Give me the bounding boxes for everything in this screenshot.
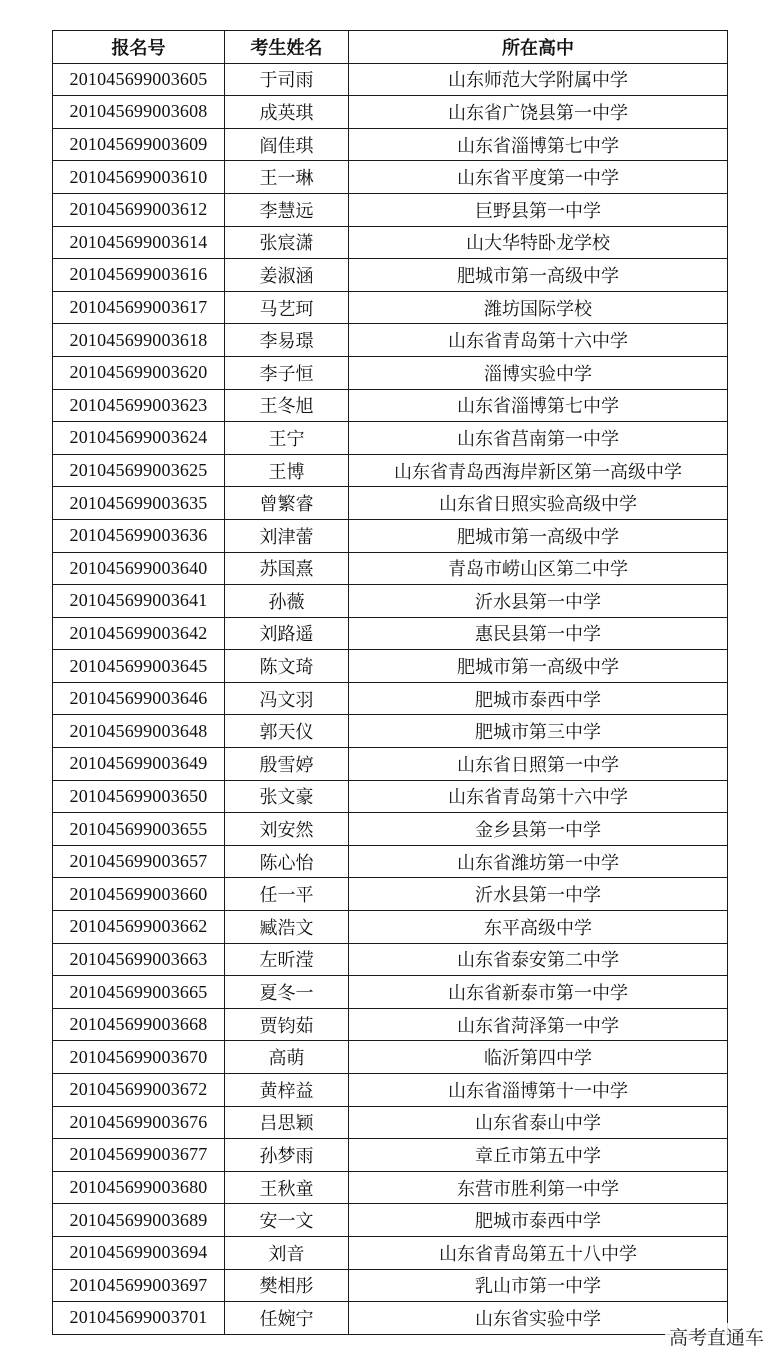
high-school-cell: 乳山市第一中学	[349, 1269, 728, 1302]
student-name-cell: 殷雪婷	[225, 748, 349, 781]
registration-number-cell: 201045699003608	[53, 96, 225, 129]
student-name-cell: 安一文	[225, 1204, 349, 1237]
table-row	[53, 63, 728, 96]
registration-number-cell: 201045699003645	[53, 650, 225, 683]
table-row	[53, 422, 728, 455]
table-row	[53, 1236, 728, 1269]
registration-number-cell: 201045699003616	[53, 259, 225, 292]
high-school-cell: 山东省潍坊第一中学	[349, 845, 728, 878]
table-header	[53, 31, 728, 64]
registration-number-cell: 201045699003605	[53, 63, 225, 96]
student-name-cell: 刘安然	[225, 813, 349, 846]
student-name-cell: 王博	[225, 454, 349, 487]
registration-number-cell: 201045699003663	[53, 943, 225, 976]
registration-number-cell: 201045699003624	[53, 422, 225, 455]
student-name-cell: 任婉宁	[225, 1302, 349, 1335]
registration-number-cell: 201045699003620	[53, 356, 225, 389]
student-name-cell: 苏国熹	[225, 552, 349, 585]
high-school-cell: 肥城市第一高级中学	[349, 650, 728, 683]
registration-number-cell: 201045699003689	[53, 1204, 225, 1237]
registration-number-cell: 201045699003636	[53, 519, 225, 552]
high-school-cell: 山东省青岛第十六中学	[349, 324, 728, 357]
student-name-cell: 姜淑涵	[225, 259, 349, 292]
table-row	[53, 259, 728, 292]
high-school-cell: 山东省实验中学	[349, 1302, 728, 1335]
table-row	[53, 356, 728, 389]
student-name-cell: 孙梦雨	[225, 1139, 349, 1172]
high-school-cell: 东营市胜利第一中学	[349, 1171, 728, 1204]
registration-number-cell: 201045699003642	[53, 617, 225, 650]
registration-number-cell: 201045699003623	[53, 389, 225, 422]
high-school-cell: 山东师范大学附属中学	[349, 63, 728, 96]
table-row	[53, 780, 728, 813]
table-row	[53, 943, 728, 976]
high-school-cell: 山东省日照第一中学	[349, 748, 728, 781]
registration-number-cell: 201045699003680	[53, 1171, 225, 1204]
registration-number-cell: 201045699003612	[53, 193, 225, 226]
table-row	[53, 1204, 728, 1237]
registration-number-cell: 201045699003610	[53, 161, 225, 194]
registration-number-cell: 201045699003635	[53, 487, 225, 520]
student-name-cell: 左昕滢	[225, 943, 349, 976]
student-name-cell: 张文豪	[225, 780, 349, 813]
high-school-cell: 金乡县第一中学	[349, 813, 728, 846]
table-row	[53, 878, 728, 911]
registration-number-cell: 201045699003697	[53, 1269, 225, 1302]
registration-number-cell: 201045699003648	[53, 715, 225, 748]
registration-number-cell: 201045699003609	[53, 128, 225, 161]
student-name-cell: 高萌	[225, 1041, 349, 1074]
registration-number-cell: 201045699003676	[53, 1106, 225, 1139]
high-school-cell: 山东省淄博第七中学	[349, 128, 728, 161]
registration-number-cell: 201045699003660	[53, 878, 225, 911]
high-school-cell: 巨野县第一中学	[349, 193, 728, 226]
high-school-cell: 肥城市第三中学	[349, 715, 728, 748]
student-name-cell: 刘音	[225, 1236, 349, 1269]
student-name-cell: 李慧远	[225, 193, 349, 226]
admission-roster-table	[52, 30, 728, 1335]
header-student-name: 考生姓名	[225, 31, 349, 64]
table-row	[53, 324, 728, 357]
registration-number-cell: 201045699003694	[53, 1236, 225, 1269]
registration-number-cell: 201045699003668	[53, 1008, 225, 1041]
registration-number-cell: 201045699003670	[53, 1041, 225, 1074]
registration-number-cell: 201045699003646	[53, 682, 225, 715]
student-name-cell: 冯文羽	[225, 682, 349, 715]
student-name-cell: 郭天仪	[225, 715, 349, 748]
table-row	[53, 617, 728, 650]
registration-number-cell: 201045699003665	[53, 976, 225, 1009]
student-name-cell: 任一平	[225, 878, 349, 911]
registration-number-cell: 201045699003650	[53, 780, 225, 813]
high-school-cell: 山东省青岛第五十八中学	[349, 1236, 728, 1269]
registration-number-cell: 201045699003618	[53, 324, 225, 357]
student-name-cell: 曾繁睿	[225, 487, 349, 520]
high-school-cell: 山东省菏泽第一中学	[349, 1008, 728, 1041]
registration-number-cell: 201045699003625	[53, 454, 225, 487]
student-name-cell: 贾钧茹	[225, 1008, 349, 1041]
table-row	[53, 226, 728, 259]
table-row	[53, 1008, 728, 1041]
registration-number-cell: 201045699003640	[53, 552, 225, 585]
table-row	[53, 845, 728, 878]
header-row	[53, 31, 728, 64]
student-name-cell: 孙薇	[225, 585, 349, 618]
high-school-cell: 沂水县第一中学	[349, 878, 728, 911]
table-row	[53, 715, 728, 748]
student-name-cell: 王一琳	[225, 161, 349, 194]
student-name-cell: 陈心怡	[225, 845, 349, 878]
student-name-cell: 于司雨	[225, 63, 349, 96]
table-row	[53, 748, 728, 781]
high-school-cell: 山东省泰安第二中学	[349, 943, 728, 976]
registration-number-cell: 201045699003617	[53, 291, 225, 324]
student-name-cell: 王宁	[225, 422, 349, 455]
student-name-cell: 马艺珂	[225, 291, 349, 324]
student-name-cell: 刘津蕾	[225, 519, 349, 552]
high-school-cell: 肥城市泰西中学	[349, 682, 728, 715]
table-row	[53, 1139, 728, 1172]
table-row	[53, 1269, 728, 1302]
table-row	[53, 291, 728, 324]
registration-number-cell: 201045699003657	[53, 845, 225, 878]
high-school-cell: 山东省日照实验高级中学	[349, 487, 728, 520]
student-name-cell: 李易璟	[225, 324, 349, 357]
registration-number-cell: 201045699003677	[53, 1139, 225, 1172]
table-row	[53, 682, 728, 715]
high-school-cell: 东平高级中学	[349, 911, 728, 944]
table-row	[53, 487, 728, 520]
student-name-cell: 阎佳琪	[225, 128, 349, 161]
table-row	[53, 1171, 728, 1204]
header-registration-number: 报名号	[53, 31, 225, 64]
high-school-cell: 山东省泰山中学	[349, 1106, 728, 1139]
table-body	[53, 63, 728, 1334]
table-row	[53, 911, 728, 944]
table-row	[53, 585, 728, 618]
student-name-cell: 夏冬一	[225, 976, 349, 1009]
registration-number-cell: 201045699003672	[53, 1074, 225, 1107]
high-school-cell: 山东省青岛西海岸新区第一高级中学	[349, 454, 728, 487]
table-row	[53, 96, 728, 129]
student-name-cell: 陈文琦	[225, 650, 349, 683]
table-row	[53, 1106, 728, 1139]
student-name-cell: 樊相彤	[225, 1269, 349, 1302]
high-school-cell: 山大华特卧龙学校	[349, 226, 728, 259]
high-school-cell: 沂水县第一中学	[349, 585, 728, 618]
high-school-cell: 山东省淄博第十一中学	[349, 1074, 728, 1107]
high-school-cell: 肥城市第一高级中学	[349, 259, 728, 292]
table-row	[53, 1041, 728, 1074]
table-row	[53, 650, 728, 683]
table-row	[53, 552, 728, 585]
high-school-cell: 青岛市崂山区第二中学	[349, 552, 728, 585]
table-row	[53, 454, 728, 487]
registration-number-cell: 201045699003649	[53, 748, 225, 781]
student-name-cell: 臧浩文	[225, 911, 349, 944]
high-school-cell: 淄博实验中学	[349, 356, 728, 389]
student-name-cell: 刘路遥	[225, 617, 349, 650]
registration-number-cell: 201045699003614	[53, 226, 225, 259]
high-school-cell: 肥城市泰西中学	[349, 1204, 728, 1237]
student-name-cell: 王冬旭	[225, 389, 349, 422]
table-row	[53, 813, 728, 846]
watermark-label: 高考直通车	[665, 1323, 768, 1350]
table-row	[53, 1074, 728, 1107]
high-school-cell: 肥城市第一高级中学	[349, 519, 728, 552]
registration-number-cell: 201045699003662	[53, 911, 225, 944]
high-school-cell: 山东省青岛第十六中学	[349, 780, 728, 813]
table-row	[53, 128, 728, 161]
table-row	[53, 193, 728, 226]
header-high-school: 所在高中	[349, 31, 728, 64]
student-name-cell: 王秋童	[225, 1171, 349, 1204]
registration-number-cell: 201045699003655	[53, 813, 225, 846]
table-row	[53, 519, 728, 552]
student-name-cell: 成英琪	[225, 96, 349, 129]
table-row	[53, 1302, 728, 1335]
student-name-cell: 黄梓益	[225, 1074, 349, 1107]
high-school-cell: 山东省莒南第一中学	[349, 422, 728, 455]
high-school-cell: 山东省淄博第七中学	[349, 389, 728, 422]
high-school-cell: 章丘市第五中学	[349, 1139, 728, 1172]
student-name-cell: 张宸潇	[225, 226, 349, 259]
table-row	[53, 161, 728, 194]
table-row	[53, 976, 728, 1009]
high-school-cell: 山东省新泰市第一中学	[349, 976, 728, 1009]
registration-number-cell: 201045699003641	[53, 585, 225, 618]
student-name-cell: 李子恒	[225, 356, 349, 389]
high-school-cell: 潍坊国际学校	[349, 291, 728, 324]
high-school-cell: 惠民县第一中学	[349, 617, 728, 650]
student-name-cell: 吕思颖	[225, 1106, 349, 1139]
high-school-cell: 临沂第四中学	[349, 1041, 728, 1074]
high-school-cell: 山东省广饶县第一中学	[349, 96, 728, 129]
high-school-cell: 山东省平度第一中学	[349, 161, 728, 194]
registration-number-cell: 201045699003701	[53, 1302, 225, 1335]
table-row	[53, 389, 728, 422]
